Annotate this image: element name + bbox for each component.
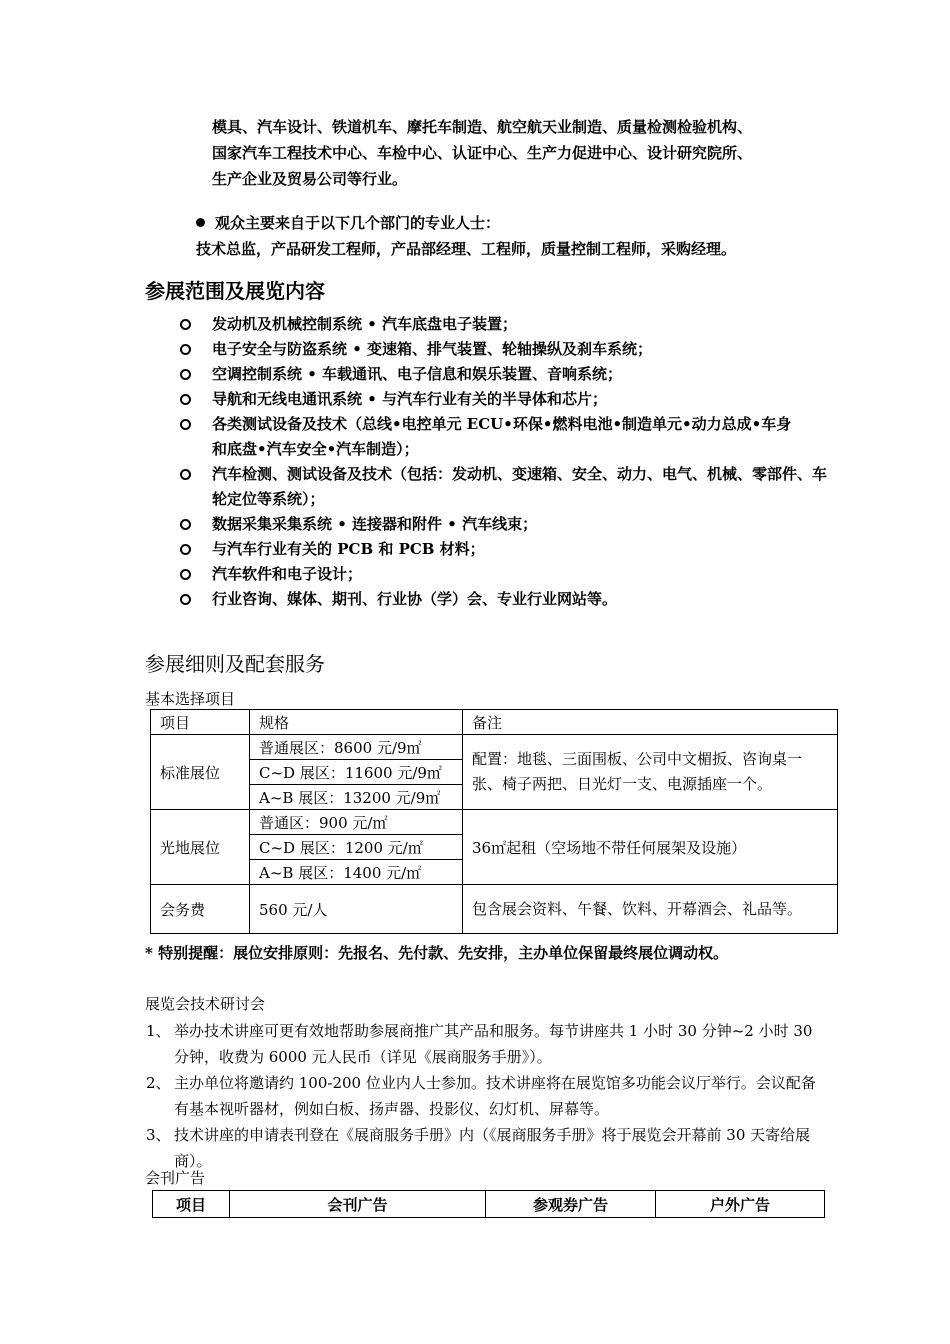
bullet-icon [196,218,205,227]
table-header-row [153,1191,825,1218]
booth-price-table [150,709,838,934]
table-header-row [151,710,838,735]
list-item [178,587,838,612]
spec-cell: C~D 展区：11600 元/9㎡ [250,760,463,785]
ads-table [152,1190,825,1218]
circle-bullet-icon [180,394,191,405]
spec-cell: 普通展区：8600 元/9㎡ [250,735,463,760]
spec-cell: A~B 展区：1400 元/㎡ [250,860,463,885]
list-number: 3、 [146,1126,171,1144]
list-item-text: 空调控制系统 • 车载通讯、电子信息和娱乐装置、音响系统； [212,365,623,383]
list-item [178,537,838,562]
table-caption: 基本选择项目 [145,690,236,708]
list-number: 1、 [146,1022,171,1040]
list-item-text: 主办单位将邀请约 100-200 位业内人士参加。技术讲座将在展览馆多功能会议厅举行。会议配备有基本视听器材，例如白板、扬声器、投影仪、幻灯机、屏幕等。 [174,1074,816,1118]
table-row [151,735,838,760]
scope-heading: 参展范围及展览内容 [145,279,325,303]
header-cell-spec: 规格 [250,710,463,735]
list-item [146,1122,826,1174]
seminar-list [146,1018,826,1174]
header-cell-item: 项目 [151,710,250,735]
scope-list [178,312,838,612]
list-item [178,362,838,387]
circle-bullet-icon [180,569,191,580]
circle-bullet-icon [180,594,191,605]
list-item-text: 汽车软件和电子设计； [212,565,363,583]
header-cell: 参观券广告 [486,1191,656,1218]
row-name-standard: 标准展位 [151,735,250,810]
list-item-text: 与汽车行业有关的 PCB 和 PCB 材料； [212,540,485,558]
services-heading: 参展细则及配套服务 [145,652,325,676]
list-item-text: 电子安全与防盗系统 • 变速箱、排气装置、轮轴操纵及刹车系统； [212,340,653,358]
list-number: 2、 [146,1074,171,1092]
circle-bullet-icon [180,469,191,480]
list-item-text: 行业咨询、媒体、期刊、行业协（学）会、专业行业网站等。 [212,590,618,608]
list-item [178,312,838,337]
list-item-text: 导航和无线电通讯系统 • 与汽车行业有关的半导体和芯片； [212,390,608,408]
intro-line: 国家汽车工程技术中心、车检中心、认证中心、生产力促进中心、设计研究院所、 [212,144,753,162]
header-cell: 会刊广告 [230,1191,486,1218]
list-item-text: 技术讲座的申请表刊登在《展商服务手册》内（《展商服务手册》将于展览会开幕前 30 天寄给展商）。 [174,1126,811,1170]
audience-title-text: 观众主要来自于以下几个部门的专业人士： [215,214,501,232]
table-row [151,810,838,835]
intro-line: 模具、汽车设计、铁道机车、摩托车制造、航空航天业制造、质量检测检验机构、 [212,118,753,136]
note-cell: 包含展会资料、午餐、饮料、开幕酒会、礼品等。 [463,885,838,934]
list-item-text: 发动机及机械控制系统 • 汽车底盘电子装置； [212,315,518,333]
list-item [146,1018,826,1070]
circle-bullet-icon [180,519,191,530]
audience-list: 技术总监，产品研发工程师，产品部经理、工程师，质量控制工程师，采购经理。 [196,240,737,258]
spec-cell: 560 元/人 [250,885,463,934]
circle-bullet-icon [180,369,191,380]
list-item-text: 举办技术讲座可更有效地帮助参展商推广其产品和服务。每节讲座共 1 小时 30 分钟~2 小时 30 分钟，收费为 6000 元人民币（详见《展商服务手册》）。 [174,1022,813,1066]
spec-cell: A~B 展区：13200 元/9㎡ [250,785,463,810]
spec-cell: 普通区：900 元/㎡ [250,810,463,835]
list-item [178,512,838,537]
list-item [178,412,802,462]
seminar-title: 展览会技术研讨会 [145,995,266,1013]
circle-bullet-icon [180,419,191,430]
list-item [146,1070,826,1122]
list-item-text: 数据采集采集系统 • 连接器和附件 • 汽车线束； [212,515,538,533]
list-item-text: 汽车检测、测试设备及技术（包括：发动机、变速箱、安全、动力、电气、机械、零部件、车轮定位等系统）； [212,465,828,508]
special-reminder: * 特别提醒：展位安排原则：先报名、先付款、先安排，主办单位保留最终展位调动权。 [145,944,729,962]
circle-bullet-icon [180,544,191,555]
header-cell: 项目 [153,1191,230,1218]
table-row [151,885,838,934]
header-cell-note: 备注 [463,710,838,735]
circle-bullet-icon [180,319,191,330]
note-cell: 36㎡起租（空场地不带任何展架及设施） [463,810,838,885]
circle-bullet-icon [180,344,191,355]
intro-line: 生产企业及贸易公司等行业。 [212,170,408,188]
ads-title: 会刊广告 [145,1169,206,1187]
list-item [178,562,838,587]
intro-industries [212,114,832,192]
spec-cell: C~D 展区：1200 元/㎡ [250,835,463,860]
list-item-text: 各类测试设备及技术（总线•电控单元 ECU•环保•燃料电池•制造单元•动力总成•车身和底盘•汽车安全•汽车制造）； [212,415,792,458]
list-item [178,462,838,512]
header-cell: 户外广告 [656,1191,825,1218]
row-name-raw: 光地展位 [151,810,250,885]
row-name-fee: 会务费 [151,885,250,934]
audience-title [196,210,500,236]
list-item [178,337,838,362]
note-cell: 配置：地毯、三面围板、公司中文楣扳、咨询桌一张、椅子两把、日光灯一支、电源插座一个。 [463,735,838,810]
list-item [178,387,838,412]
